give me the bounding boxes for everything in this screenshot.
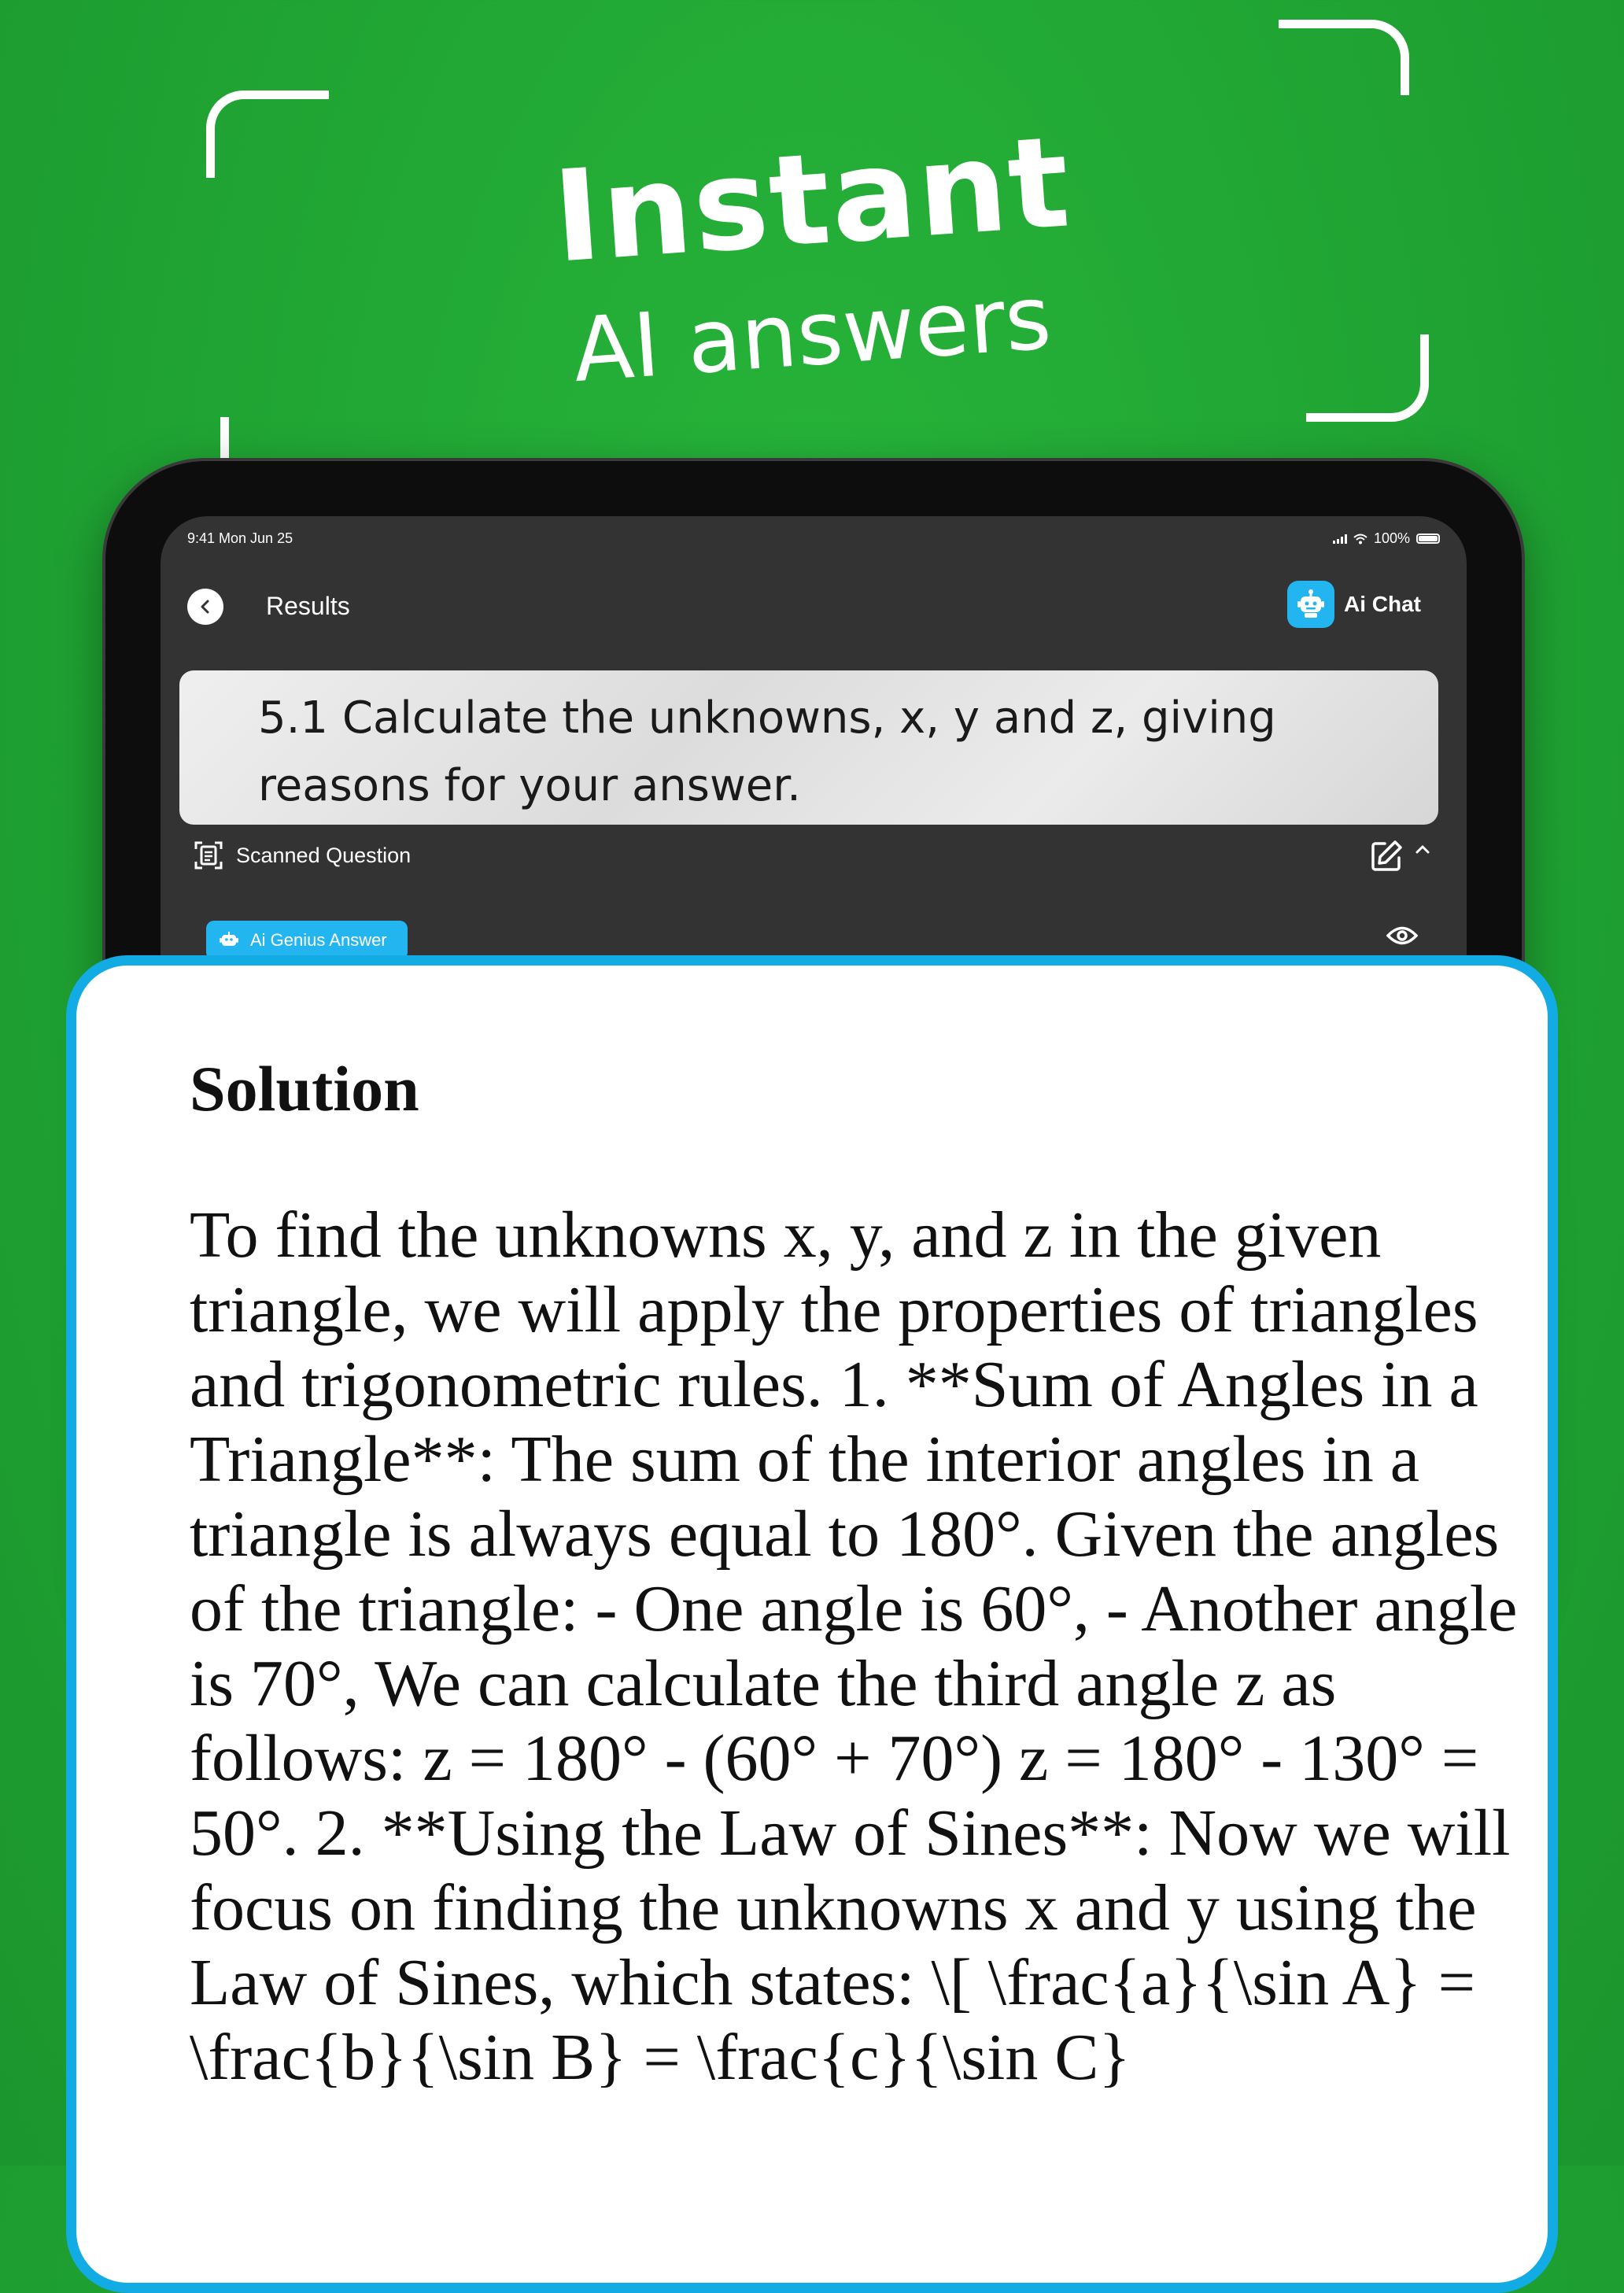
- edit-icon[interactable]: [1369, 839, 1404, 873]
- chevron-left-icon: [197, 599, 213, 615]
- status-bar: [187, 530, 1440, 554]
- scanned-question-image: [179, 670, 1438, 825]
- scanned-question-label: Scanned Question: [236, 843, 412, 867]
- ai-genius-answer-badge: [206, 921, 408, 960]
- headline-instant: Instant: [548, 108, 1076, 291]
- question-line-1: 5.1 Calculate the unknowns, x, y and z, giving: [258, 692, 1276, 744]
- status-right: [1333, 530, 1440, 547]
- question-line-2: reasons for your answer.: [258, 760, 801, 811]
- scan-document-icon: [194, 840, 223, 870]
- signal-icon: [1333, 534, 1347, 544]
- headline-ai-answers: AI answers: [570, 266, 1054, 403]
- scanned-question-header[interactable]: [194, 840, 411, 870]
- solution-card: [66, 955, 1558, 2293]
- bracket-top-right: [1279, 20, 1409, 95]
- question-text: [258, 685, 1391, 820]
- status-time: 9:41 Mon Jun 25: [187, 530, 293, 546]
- ai-chat-label: Ai Chat: [1344, 592, 1421, 616]
- page-title: Results: [266, 592, 350, 620]
- eye-icon[interactable]: [1386, 924, 1418, 947]
- wifi-icon: [1353, 534, 1367, 545]
- chevron-up-icon[interactable]: [1413, 840, 1432, 859]
- battery-icon: [1416, 534, 1440, 544]
- battery-percent: 100%: [1373, 530, 1410, 546]
- ai-genius-answer-label: Ai Genius Answer: [250, 930, 387, 950]
- ai-chat-button[interactable]: [1287, 581, 1421, 628]
- solution-body: To find the unknowns x, y, and z in the given triangle, we will apply the properties of triangles and trigonometric rules. 1. **Sum of Angles in a Triangle**: The sum of the interior angles in a triangle is always equal to 180°. Given the angles of the triangle: - One angle is 60°, - Another angle is 70°, We can calculate the third angle z as follows: z = 180° - (60° + 70°) z = 180° - 130° = 50°. 2. **Using the Law of Sines**: Now we will focus on finding the unknowns x and y using the Law of Sines, which states: \[ \frac{a}{\sin A} = \frac{b}{\sin B} = \frac{c}{\sin C}: [190, 1198, 1518, 2094]
- solution-title: Solution: [190, 1053, 419, 1124]
- back-button[interactable]: [187, 589, 223, 625]
- robot-icon: [1287, 581, 1334, 628]
- robot-icon: [219, 930, 239, 951]
